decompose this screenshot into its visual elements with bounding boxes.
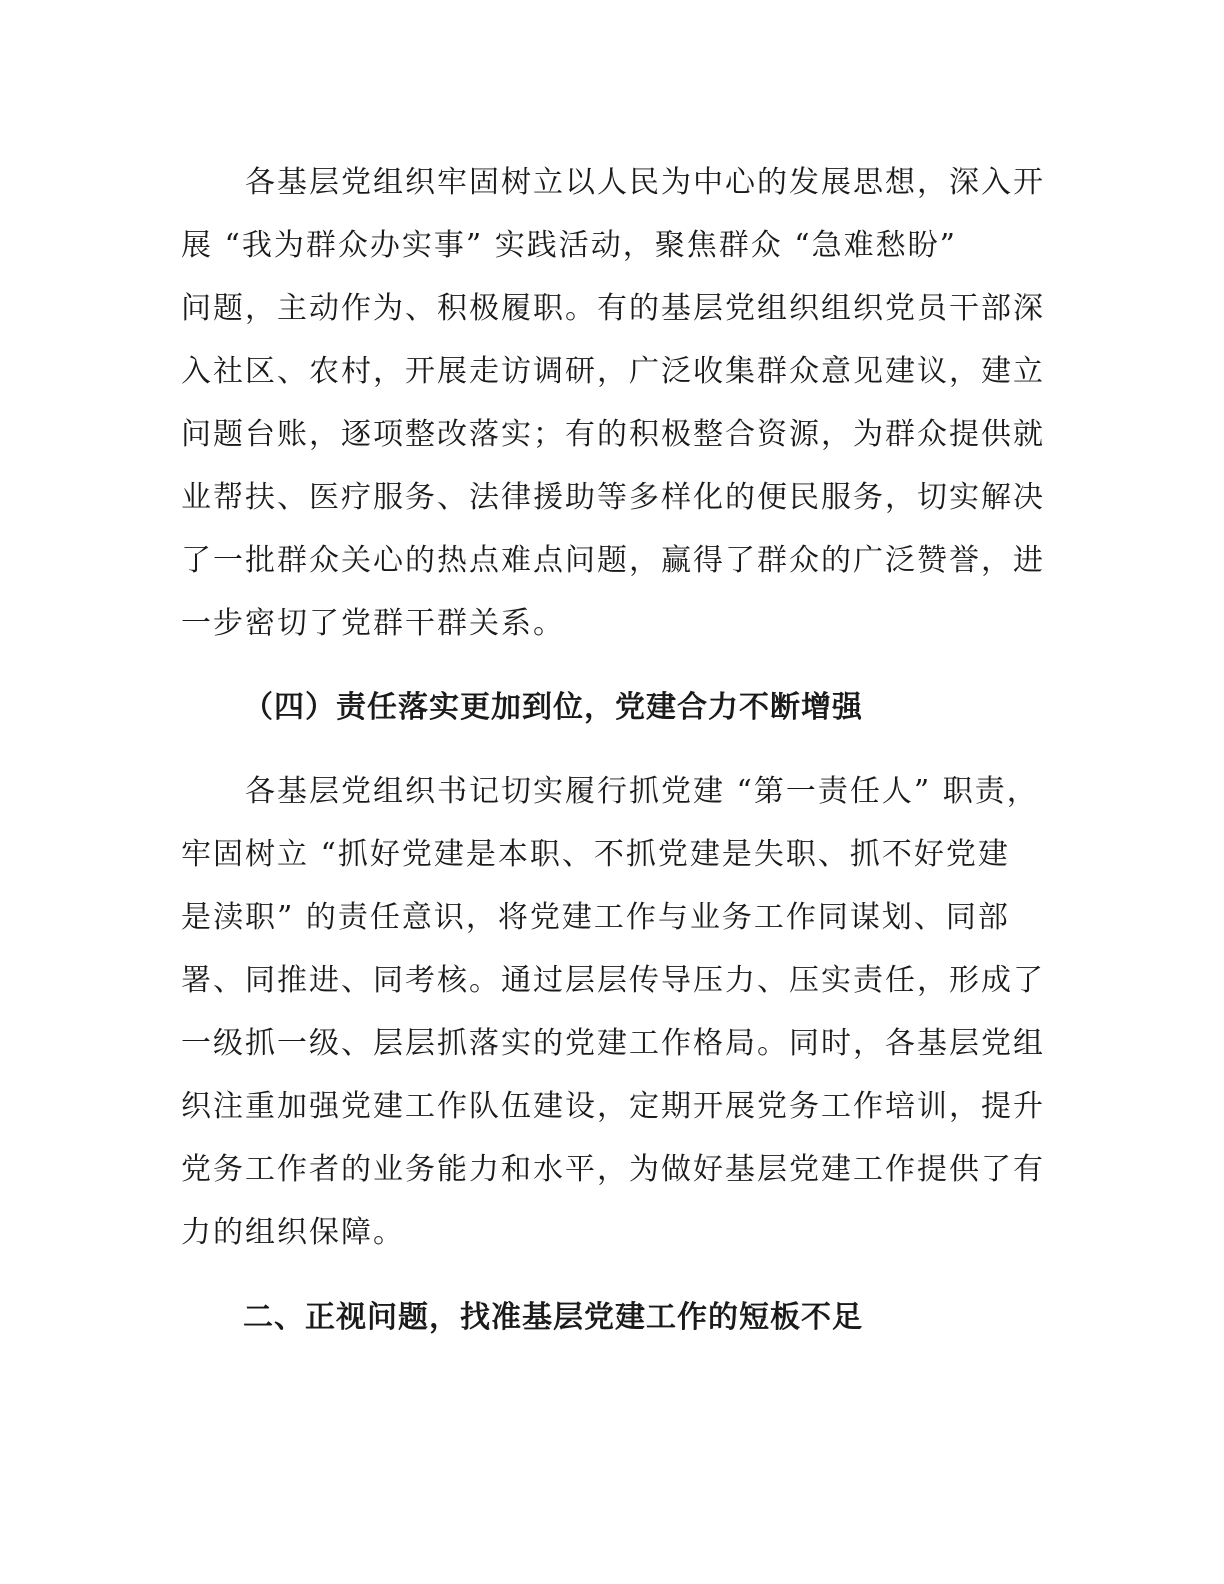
section-heading-problems: 二、正视问题，找准基层党建工作的短板不足 <box>243 1300 863 1335</box>
text-line: 各基层党组织牢固树立以人民为中心的发展思想，深入开 <box>181 165 1045 200</box>
text-line: 署、同推进、同考核。通过层层传导压力、压实责任，形成了 <box>181 963 1045 998</box>
text-line: 问题，主动作为、积极履职。有的基层党组织组织党员干部深 <box>181 291 1045 326</box>
text-line: 了一批群众关心的热点难点问题，赢得了群众的广泛赞誉，进 <box>181 543 1045 578</box>
text-line: 是渎职” 的责任意识，将党建工作与业务工作同谋划、同部 <box>181 900 1010 935</box>
section-heading-responsibility: （四）责任落实更加到位，党建合力不断增强 <box>243 690 863 725</box>
text-line: 一步密切了党群干群关系。 <box>181 606 565 641</box>
text-line: 一级抓一级、层层抓落实的党建工作格局。同时，各基层党组 <box>181 1026 1045 1061</box>
text-line: 党务工作者的业务能力和水平，为做好基层党建工作提供了有 <box>181 1152 1045 1187</box>
text-line: 各基层党组织书记切实履行抓党建 “第一责任人” 职责， <box>181 774 1039 809</box>
text-line: 入社区、农村，开展走访调研，广泛收集群众意见建议，建立 <box>181 354 1045 389</box>
text-line: 问题台账，逐项整改落实；有的积极整合资源，为群众提供就 <box>181 417 1045 452</box>
text-line: 织注重加强党建工作队伍建设，定期开展党务工作培训，提升 <box>181 1089 1045 1124</box>
text-line: 牢固树立 “抓好党建是本职、不抓党建是失职、抓不好党建 <box>181 837 1010 872</box>
text-line: 力的组织保障。 <box>181 1215 405 1250</box>
text-line: 业帮扶、医疗服务、法律援助等多样化的便民服务，切实解决 <box>181 480 1045 515</box>
text-line: 展 “我为群众办实事” 实践活动，聚焦群众 “急难愁盼” <box>181 228 957 263</box>
